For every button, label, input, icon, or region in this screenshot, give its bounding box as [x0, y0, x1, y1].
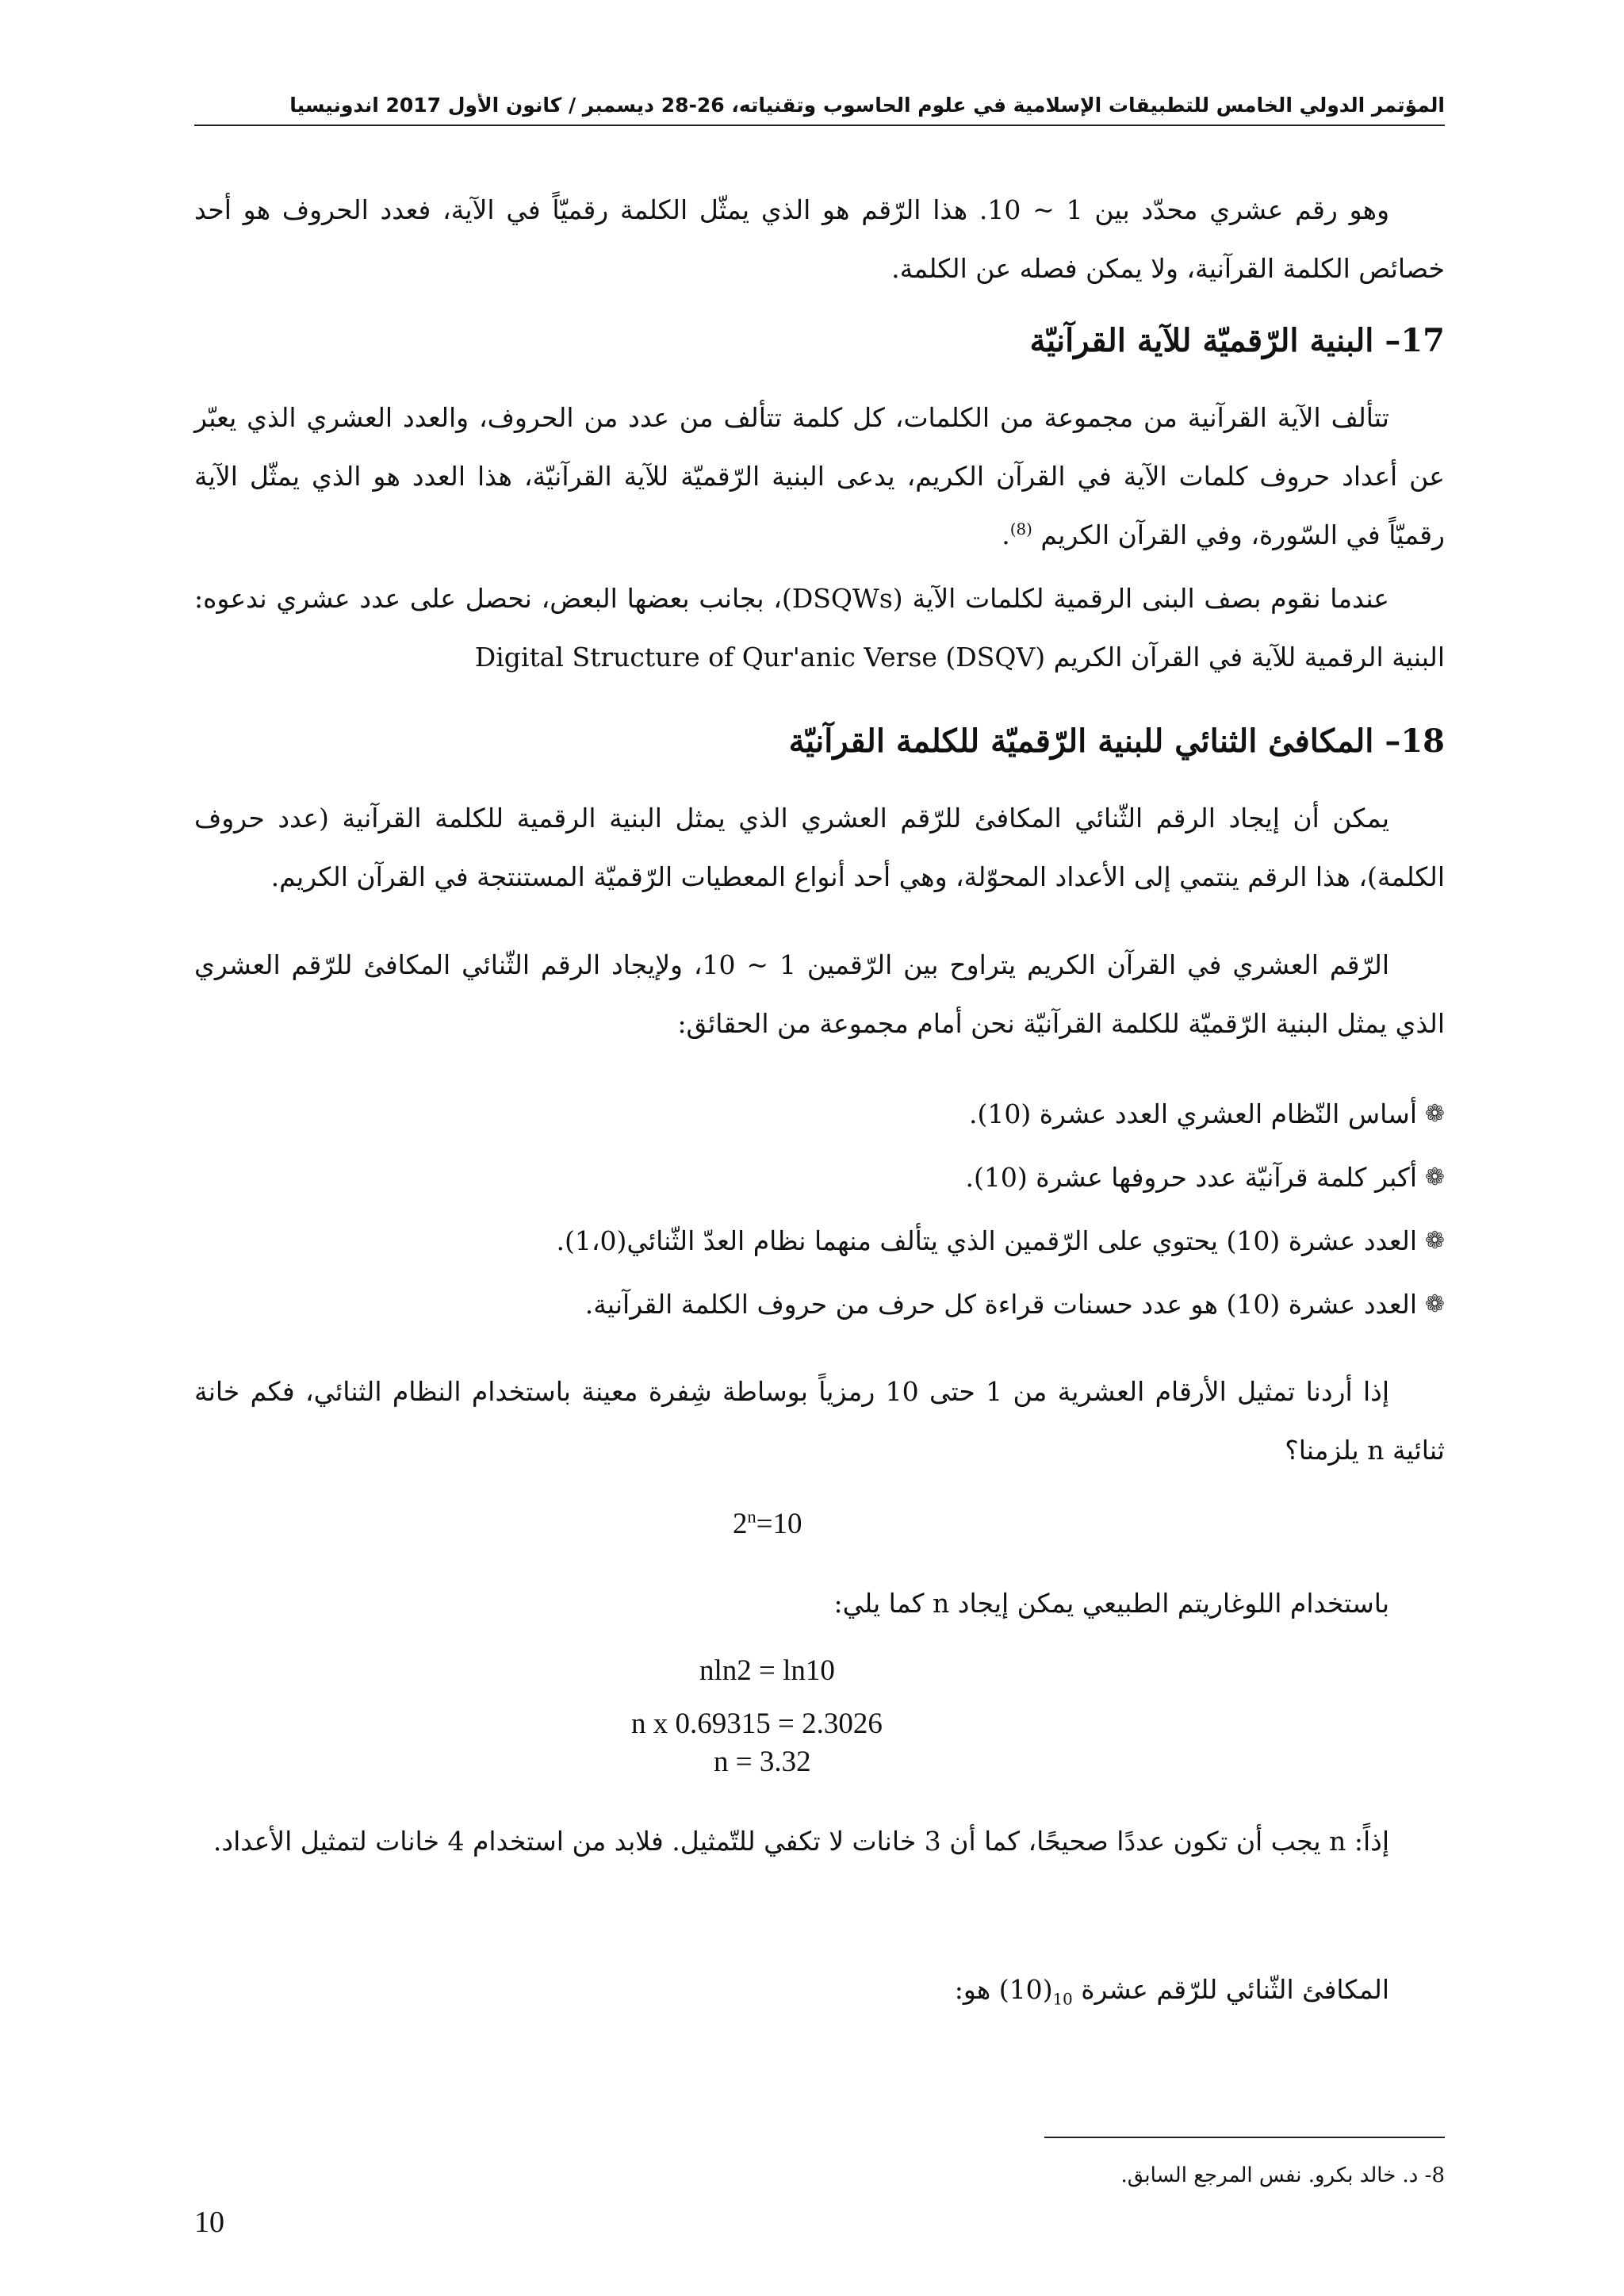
page-number: 10	[194, 2206, 224, 2239]
list-item	[255, 1146, 1445, 1209]
footnote-divider	[1044, 2137, 1445, 2138]
paragraph-text: باستخدام اللوغاريتم الطبيعي يمكن إيجاد n كما يلي:	[833, 1588, 1389, 1619]
equation-rest: =10	[756, 1508, 802, 1540]
flower-bullet-icon: ❁	[1424, 1163, 1445, 1191]
list-item-text: أساس النّظام العشري العدد عشرة (10).	[969, 1098, 1417, 1129]
list-item-text: العدد عشرة (10) يحتوي على الرّقمين الذي يتألف منهما نظام العدّ الثّنائي(1،0).	[556, 1225, 1417, 1256]
list-item	[255, 1083, 1445, 1146]
footnote-ref: (8)	[1009, 520, 1032, 539]
paragraph-body: تتألف الآية القرآنية من مجموعة من الكلمات، كل كلمة تتألف من عدد من الحروف، والعدد العشري الذي يعبّر عن أعداد حروف كلمات الآية في القرآن الكريم، يدعى البنية الرّقميّة للآية القرآنيّة، هذا العدد هو الذي يمثّل الآية رقميّاً في السّورة، وفي القرآن الكريم	[194, 402, 1445, 550]
paragraph-start: المكافئ الثّنائي للرّقم عشرة	[1072, 1974, 1389, 2005]
equation-exponent: n	[747, 1506, 756, 1527]
paragraph-decimal-range	[194, 936, 1445, 1053]
running-header: المؤتمر الدولي الخامس للتطبيقات الإسلامية في علوم الحاسوب وتقنياته، 26-28 ديسمبر / كانون الأول 2017 اندونيسيا	[194, 94, 1445, 126]
paragraph-equivalent-ten	[194, 1961, 1445, 2019]
equation-log: nln2 = ln10	[699, 1654, 835, 1687]
section-17	[194, 317, 1445, 365]
flower-bullet-icon: ❁	[1424, 1100, 1445, 1128]
equation-power	[733, 1507, 802, 1541]
paragraph-dsqv	[194, 569, 1445, 687]
paragraph-text: وهو رقم عشري محدّد بين 1 ~ 10. هذا الرّقم هو الذي يمثّل الكلمة رقميّاً في الآية، فعدد الحروف هو أحد خصائص الكلمة القرآنية، ولا يمكن فصله عن الكلمة.	[194, 194, 1445, 284]
section-heading-17: 17– البنية الرّقميّة للآية القرآنيّة	[1029, 322, 1445, 359]
list-item	[255, 1209, 1445, 1273]
equation-multiply: n x 0.69315 = 2.3026	[631, 1708, 883, 1740]
paragraph-text	[194, 1961, 1445, 2019]
paragraph-binary-question	[194, 1363, 1445, 1480]
paragraph-end: (10) هو:	[954, 1974, 1053, 2005]
equation-base: 2	[733, 1508, 748, 1540]
list-item-text: أكبر كلمة قرآنيّة عدد حروفها عشرة (10).	[965, 1162, 1417, 1193]
paragraph-logarithm	[194, 1574, 1445, 1633]
paragraph-text: إذا أردنا تمثيل الأرقام العشرية من 1 حتى 10 رمزياً بوساطة شِفرة معينة باستخدام النظام الثنائي، فكم خانة ثنائية n يلزمنا؟	[194, 1376, 1445, 1466]
paragraph-conclusion	[194, 1812, 1445, 1871]
section-18	[194, 718, 1445, 765]
subscript-base: 10	[1052, 1990, 1073, 2009]
paragraph-text	[194, 389, 1445, 565]
list-item-text: العدد عشرة (10) هو عدد حسنات قراءة كل حرف من حروف الكلمة القرآنية.	[584, 1289, 1417, 1320]
paragraph-binary-equivalent	[194, 789, 1445, 907]
paragraph-text: إذاً: n يجب أن تكون عددًا صحيحًا، كما أن 3 خانات لا تكفي للتّمثيل. فلابد من استخدام 4 خانات لتمثيل الأعداد.	[213, 1826, 1389, 1857]
paragraph-text: عندما نقوم بصف البنى الرقمية لكلمات الآية (DSQWs)، بجانب بعضها البعض، نحصل على عدد عشري ندعوه: البنية الرقمية للآية في القرآن الكريم Digital Structure of Qur'anic Verse (DSQV)	[194, 583, 1445, 673]
list-item	[255, 1273, 1445, 1336]
paragraph-end: .	[1002, 519, 1010, 550]
facts-list	[255, 1083, 1445, 1336]
footnote: 8- د. خالد بكرو. نفس المرجع السابق.	[1120, 2164, 1445, 2187]
paragraph-text: يمكن أن إيجاد الرقم الثّنائي المكافئ للرّقم العشري الذي يمثل البنية الرقمية للكلمة القرآنية (عدد حروف الكلمة)، هذا الرقم ينتمي إلى الأعداد المحوّلة، وهي أحد أنواع المعطيات الرّقميّة المستنتجة في القرآن الكريم.	[194, 803, 1445, 892]
flower-bullet-icon: ❁	[1424, 1227, 1445, 1255]
paragraph-word-digit	[194, 181, 1445, 298]
equation-result: n = 3.32	[714, 1746, 811, 1778]
paragraph-text: الرّقم العشري في القرآن الكريم يتراوح بين الرّقمين 1 ~ 10، ولإيجاد الرقم الثّنائي المكافئ للرّقم العشري الذي يمثل البنية الرّقميّة للكلمة القرآنيّة نحن أمام مجموعة من الحقائق:	[194, 949, 1445, 1039]
section-heading-18: 18– المكافئ الثنائي للبنية الرّقميّة للكلمة القرآنيّة	[788, 723, 1445, 760]
flower-bullet-icon: ❁	[1424, 1290, 1445, 1318]
paragraph-verse-structure	[194, 389, 1445, 565]
